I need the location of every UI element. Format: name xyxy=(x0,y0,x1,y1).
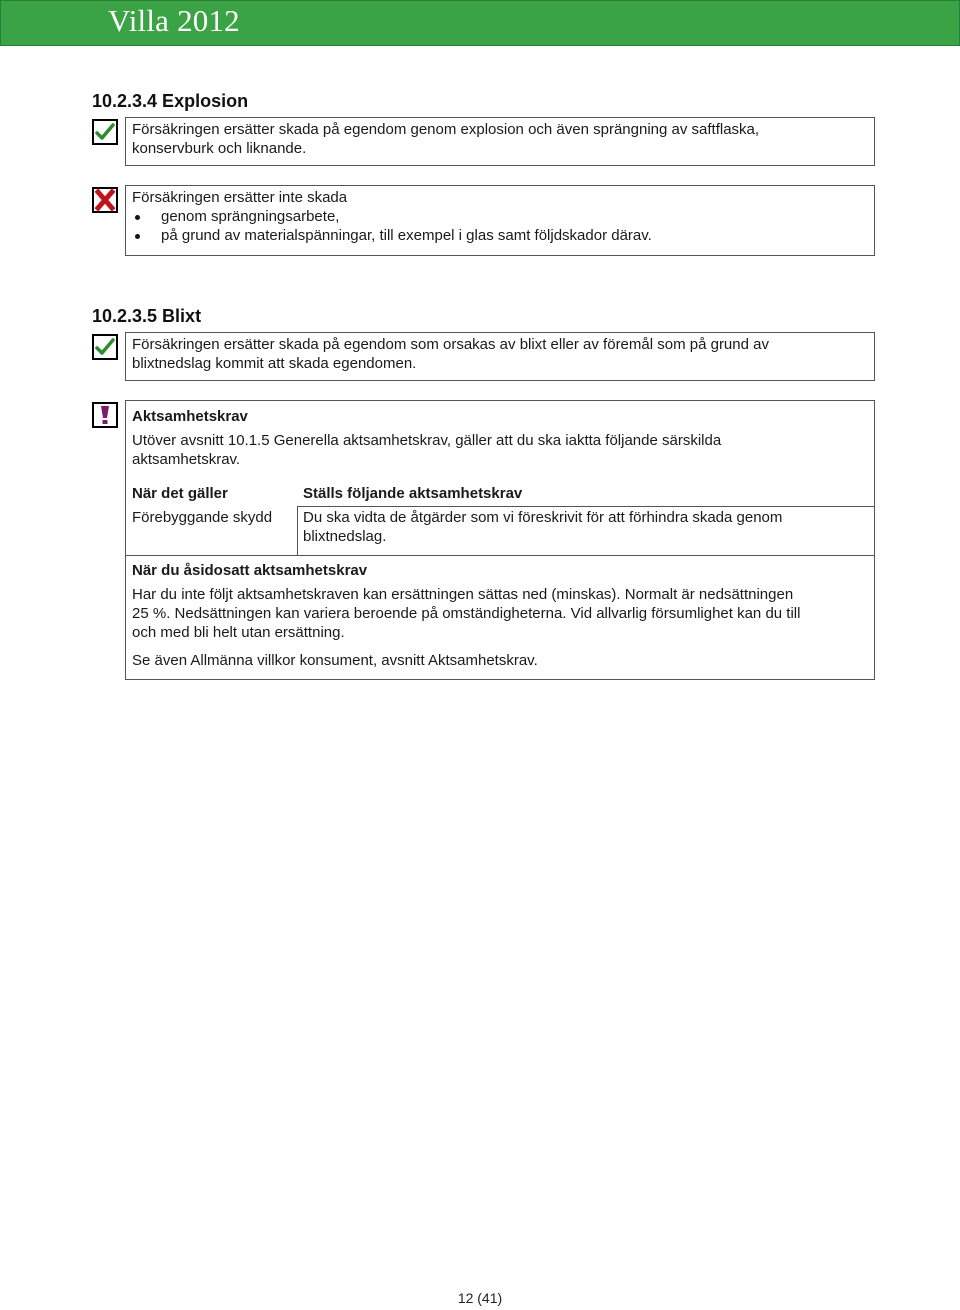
checkmark-icon xyxy=(92,119,118,145)
list-item: genom sprängningsarbete, xyxy=(132,207,868,226)
neglect-text-line: och med bli helt utan ersättning. xyxy=(132,624,345,641)
table-header-col1: När det gäller xyxy=(132,485,228,502)
care-table xyxy=(126,481,874,555)
covered-text-line: Försäkringen ersätter skada på egendom genom explosion och även sprängning av saftflaska, xyxy=(132,121,760,138)
list-item: på grund av materialspänningar, till exempel i glas samt följdskador därav. xyxy=(132,226,868,245)
heading-explosion: 10.2.3.4 Explosion xyxy=(92,91,249,111)
neglect-text-line: 25 %. Nedsättningen kan variera beroende på omständigheterna. Vid allvarlig försumlighet kan du till xyxy=(132,605,801,622)
page-number: 12 (41) xyxy=(457,1290,503,1306)
table-cell: Förebyggande skydd xyxy=(132,509,273,526)
care-requirements-box xyxy=(125,400,875,680)
covered-box-blixt xyxy=(125,332,875,381)
exclamation-icon xyxy=(92,402,118,428)
page-header xyxy=(0,0,960,46)
covered-box-explosion xyxy=(125,117,875,166)
checkmark-icon xyxy=(92,334,118,360)
table-cell: Du ska vidta de åtgärder som vi föreskrivit för att förhindra skada genom xyxy=(303,509,783,526)
neglect-title: När du åsidosatt aktsamhetskrav xyxy=(132,562,368,579)
heading-blixt: 10.2.3.5 Blixt xyxy=(92,306,202,326)
table-header-col2: Ställs följande aktsamhetskrav xyxy=(303,485,523,502)
care-title: Aktsamhetskrav xyxy=(132,408,248,425)
care-intro-line: aktsamhetskrav. xyxy=(132,451,241,468)
table-divider xyxy=(297,506,874,507)
cross-icon xyxy=(92,187,118,213)
section-divider xyxy=(126,555,874,556)
covered-text-line: blixtnedslag kommit att skada egendomen. xyxy=(132,355,417,372)
covered-text-line: Försäkringen ersätter skada på egendom som orsakas av blixt eller av föremål som på grund av xyxy=(132,336,769,353)
not-covered-list xyxy=(132,207,868,245)
header-title: Villa 2012 xyxy=(108,3,240,38)
see-also-text: Se även Allmänna villkor konsument, avsnitt Aktsamhetskrav. xyxy=(132,652,538,669)
table-cell: blixtnedslag. xyxy=(303,528,387,545)
table-divider xyxy=(297,506,298,555)
not-covered-box-explosion xyxy=(125,185,875,256)
care-intro-line: Utöver avsnitt 10.1.5 Generella aktsamhetskrav, gäller att du ska iaktta följande särskilda xyxy=(132,432,722,449)
neglect-text-line: Har du inte följt aktsamhetskraven kan ersättningen sättas ned (minskas). Normalt är nedsättningen xyxy=(132,586,794,603)
covered-text-line: konservburk och liknande. xyxy=(132,140,307,157)
not-covered-intro: Försäkringen ersätter inte skada xyxy=(132,189,348,206)
